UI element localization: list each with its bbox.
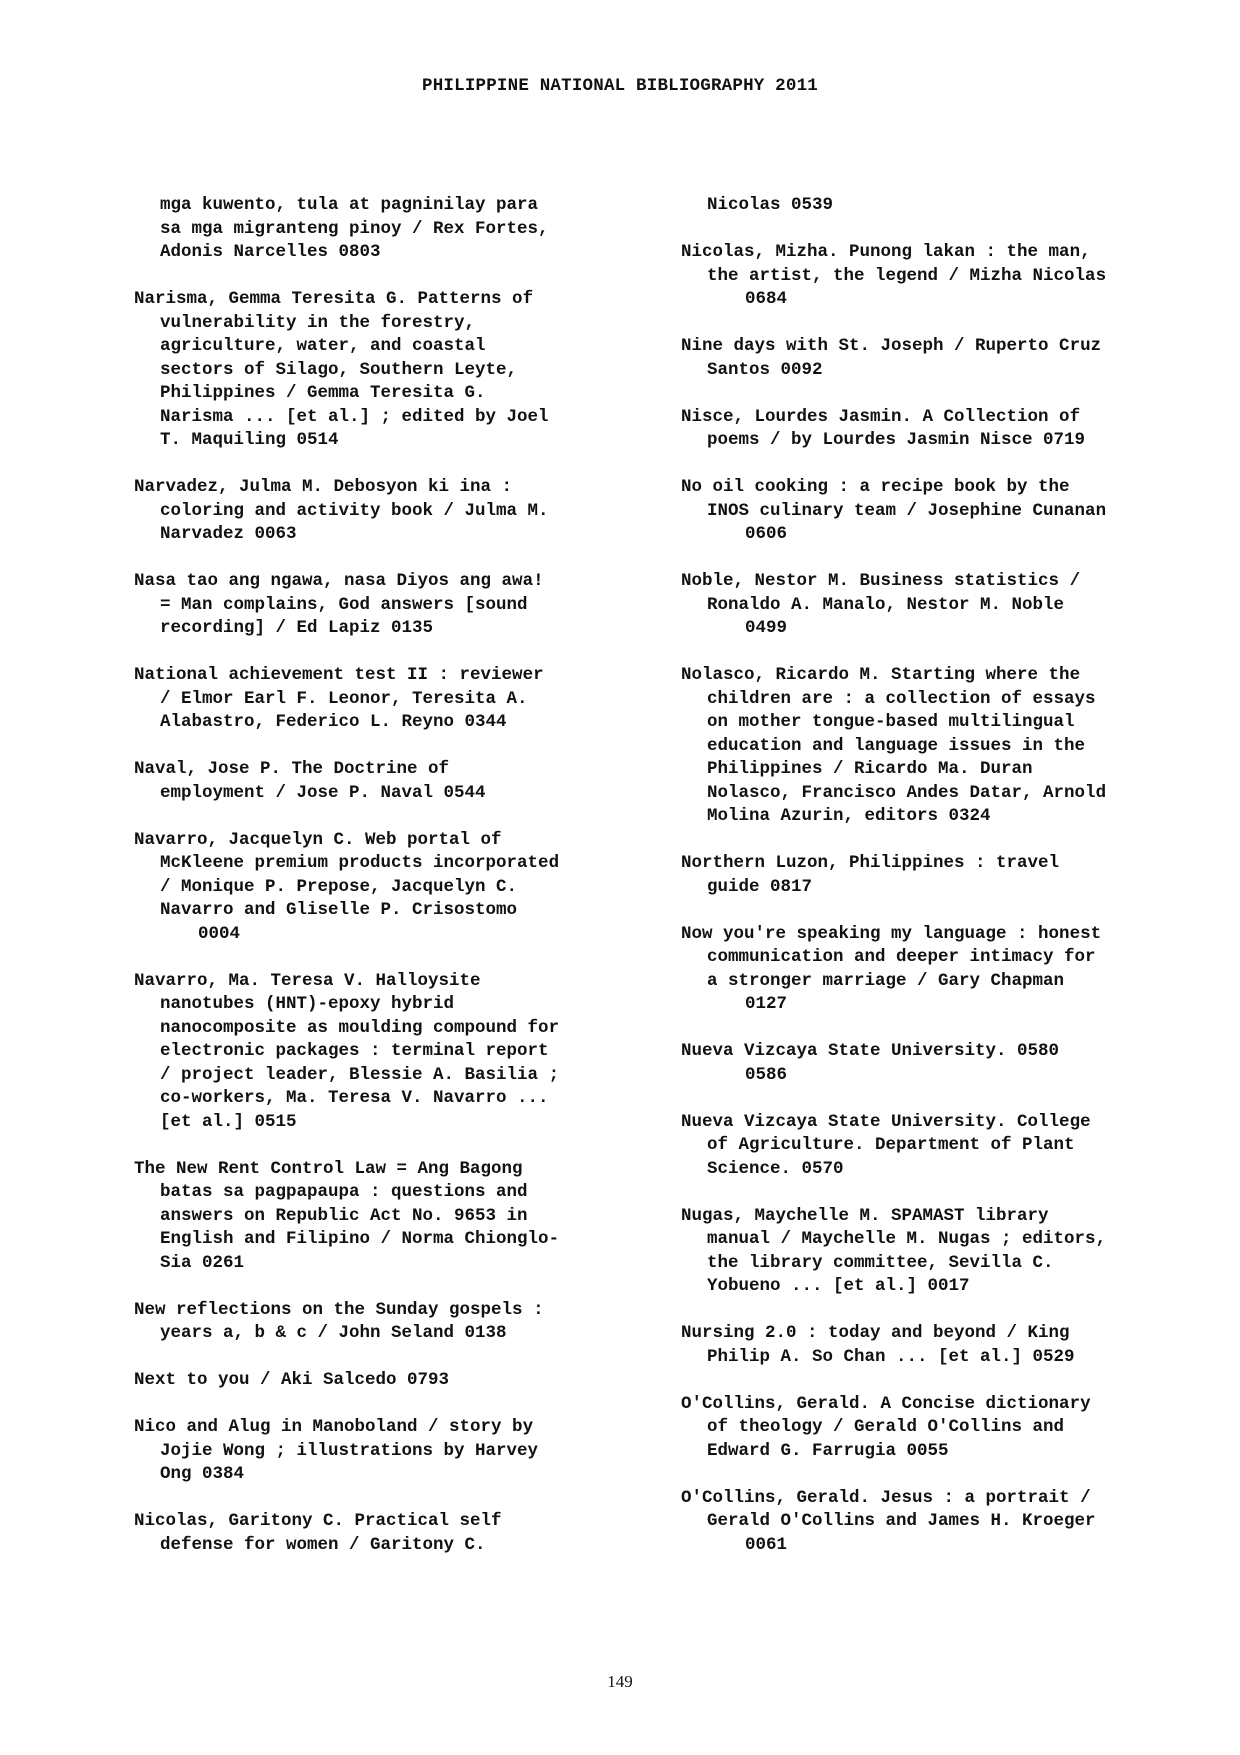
entry-line: Philippines / Gemma Teresita G. (160, 383, 486, 403)
bibliography-entry (134, 1158, 654, 1276)
bibliography-entry (681, 1322, 1201, 1369)
entry-line: [et al.] 0515 (160, 1111, 297, 1132)
entry-line: 0061 (745, 1534, 788, 1555)
entry-line: 0684 (745, 289, 788, 309)
bibliography-entry (134, 829, 654, 947)
entry-line: education and language issues in the (707, 735, 1086, 756)
entry-line: Nueva Vizcaya State University. College (681, 1111, 1091, 1132)
entry-line: Nicolas, Garitony C. Practical self (134, 1511, 502, 1531)
entry-line: Nursing 2.0 : today and beyond / King (681, 1323, 1070, 1343)
entry-line: / project leader, Blessie A. Basilia ; (160, 1064, 560, 1085)
entry-line: children are : a collection of essays (707, 688, 1096, 709)
entry-line: Northern Luzon, Philippines : travel (681, 853, 1060, 873)
entry-line: Nine days with St. Joseph / Ruperto Cruz (681, 336, 1102, 356)
entry-line: Narisma, Gemma Teresita G. Patterns of (134, 289, 534, 309)
entry-line: Noble, Nestor M. Business statistics / (681, 571, 1081, 591)
entry-line: answers on Republic Act No. 9653 in (160, 1205, 528, 1226)
bibliography-entry (134, 758, 654, 805)
bibliography-entry (681, 1393, 1201, 1464)
entry-line: Nicolas 0539 (707, 195, 834, 215)
bibliography-entry (134, 570, 654, 641)
entry-line: Navarro and Gliselle P. Crisostomo (160, 900, 518, 920)
entry-line: No oil cooking : a recipe book by the (681, 477, 1070, 497)
entry-line: sa mga migranteng pinoy / Rex Fortes, (160, 218, 549, 239)
bibliography-entry (681, 570, 1201, 641)
entry-line: Nasa tao ang ngawa, nasa Diyos ang awa! (134, 571, 544, 591)
bibliography-entry (681, 194, 1201, 218)
entry-line: Narvadez, Julma M. Debosyon ki ina : (134, 477, 513, 497)
entry-line: Naval, Jose P. The Doctrine of (134, 759, 450, 779)
entry-line: Molina Azurin, editors 0324 (707, 806, 991, 826)
bibliography-entry (681, 852, 1201, 899)
entry-line: nanocomposite as moulding compound for (160, 1017, 560, 1038)
entry-line: defense for women / Garitony C. (160, 1534, 486, 1555)
entry-line: Narisma ... [et al.] ; edited by Joel (160, 406, 549, 427)
entry-line: Science. 0570 (707, 1158, 844, 1179)
entry-line: Adonis Narcelles 0803 (160, 242, 381, 262)
entry-line: National achievement test II : reviewer (134, 665, 544, 685)
entry-line: the library committee, Sevilla C. (707, 1252, 1054, 1273)
entry-line: / Elmor Earl F. Leonor, Teresita A. (160, 688, 528, 709)
entry-line: New reflections on the Sunday gospels : (134, 1299, 544, 1320)
bibliography-entry (681, 1205, 1201, 1299)
entry-line: Next to you / Aki Salcedo 0793 (134, 1370, 450, 1390)
entry-line: 0499 (745, 618, 788, 638)
entry-line: T. Maquiling 0514 (160, 430, 339, 450)
entry-line: O'Collins, Gerald. Jesus : a portrait / (681, 1487, 1091, 1508)
bibliography-entry (681, 923, 1201, 1017)
entry-line: Alabastro, Federico L. Reyno 0344 (160, 712, 507, 732)
bibliography-entry (134, 1416, 654, 1487)
entry-line: English and Filipino / Norma Chionglo- (160, 1229, 560, 1249)
entry-line: O'Collins, Gerald. A Concise dictionary (681, 1393, 1091, 1414)
bibliography-entry (134, 1369, 654, 1393)
bibliography-entry (681, 1040, 1201, 1087)
entry-line: 0127 (745, 994, 788, 1014)
entry-line: / Monique P. Prepose, Jacquelyn C. (160, 876, 518, 897)
entry-line: Navarro, Jacquelyn C. Web portal of (134, 829, 502, 850)
entry-line: agriculture, water, and coastal (160, 336, 486, 356)
bibliography-entry (134, 1510, 654, 1557)
entry-line: Jojie Wong ; illustrations by Harvey (160, 1440, 539, 1461)
entry-line: Nolasco, Francisco Andes Datar, Arnold (707, 782, 1107, 803)
bibliography-entry (681, 476, 1201, 547)
entry-line: vulnerability in the forestry, (160, 312, 476, 333)
entry-line: communication and deeper intimacy for (707, 947, 1096, 967)
entry-line: on mother tongue-based multilingual (707, 712, 1075, 732)
entry-line: Nueva Vizcaya State University. 0580 (681, 1041, 1060, 1061)
left-column (134, 194, 654, 1581)
entry-line: a stronger marriage / Gary Chapman (707, 970, 1065, 991)
entry-line: nanotubes (HNT)-epoxy hybrid (160, 994, 455, 1014)
entry-line: poems / by Lourdes Jasmin Nisce 0719 (707, 430, 1086, 450)
entry-line: batas sa pagpapaupa : questions and (160, 1182, 528, 1202)
entry-line: years a, b & c / John Seland 0138 (160, 1323, 507, 1343)
entry-line: manual / Maychelle M. Nugas ; editors, (707, 1229, 1107, 1249)
entry-line: The New Rent Control Law = Ang Bagong (134, 1158, 523, 1179)
entry-line: Philip A. So Chan ... [et al.] 0529 (707, 1346, 1075, 1367)
entry-line: Nolasco, Ricardo M. Starting where the (681, 665, 1081, 685)
entry-line: 0606 (745, 524, 788, 544)
entry-line: Ronaldo A. Manalo, Nestor M. Noble (707, 594, 1065, 615)
right-column (681, 194, 1201, 1581)
entry-line: Gerald O'Collins and James H. Kroeger (707, 1511, 1096, 1531)
entry-line: Narvadez 0063 (160, 524, 297, 544)
bibliography-entry (681, 335, 1201, 382)
bibliography-entry (134, 194, 654, 265)
entry-line: Nisce, Lourdes Jasmin. A Collection of (681, 406, 1081, 427)
bibliography-entry (134, 664, 654, 735)
entry-line: employment / Jose P. Naval 0544 (160, 782, 486, 803)
entry-line: Yobueno ... [et al.] 0017 (707, 1276, 970, 1296)
entry-line: Now you're speaking my language : honest (681, 923, 1102, 944)
entry-line: Nico and Alug in Manoboland / story by (134, 1417, 534, 1437)
entry-line: sectors of Silago, Southern Leyte, (160, 359, 518, 380)
bibliography-entry (681, 406, 1201, 453)
entry-line: = Man complains, God answers [sound (160, 594, 528, 615)
entry-line: Navarro, Ma. Teresa V. Halloysite (134, 970, 481, 991)
entry-line: McKleene premium products incorporated (160, 853, 560, 873)
entry-line: electronic packages : terminal report (160, 1041, 549, 1061)
entry-line: Nicolas, Mizha. Punong lakan : the man, (681, 242, 1091, 262)
bibliography-entry (134, 970, 654, 1135)
entry-line: Philippines / Ricardo Ma. Duran (707, 759, 1033, 779)
entry-line: recording] / Ed Lapiz 0135 (160, 618, 434, 638)
entry-line: Santos 0092 (707, 359, 823, 380)
page-title: PHILIPPINE NATIONAL BIBLIOGRAPHY 2011 (422, 76, 818, 96)
entry-line: coloring and activity book / Julma M. (160, 500, 549, 521)
entry-line: Nugas, Maychelle M. SPAMAST library (681, 1205, 1049, 1226)
bibliography-entry (134, 476, 654, 547)
entry-line: of Agriculture. Department of Plant (707, 1135, 1075, 1155)
bibliography-entry (681, 241, 1201, 312)
entry-line: 0004 (198, 923, 241, 944)
bibliography-entry (681, 1487, 1201, 1558)
entry-line: Sia 0261 (160, 1252, 245, 1273)
bibliography-entry (681, 1111, 1201, 1182)
entry-line: 0586 (745, 1064, 788, 1085)
entry-line: the artist, the legend / Mizha Nicolas (707, 265, 1107, 286)
entry-line: mga kuwento, tula at pagninilay para (160, 195, 539, 215)
entry-line: of theology / Gerald O'Collins and (707, 1417, 1065, 1437)
entry-line: co-workers, Ma. Teresa V. Navarro ... (160, 1088, 549, 1108)
page-number: 149 (607, 1672, 633, 1691)
bibliography-entry (681, 664, 1201, 829)
entry-line: guide 0817 (707, 876, 813, 897)
entry-line: Ong 0384 (160, 1464, 245, 1484)
bibliography-entry (134, 288, 654, 453)
entry-line: INOS culinary team / Josephine Cunanan (707, 500, 1107, 521)
bibliography-entry (134, 1299, 654, 1346)
entry-line: Edward G. Farrugia 0055 (707, 1440, 949, 1461)
